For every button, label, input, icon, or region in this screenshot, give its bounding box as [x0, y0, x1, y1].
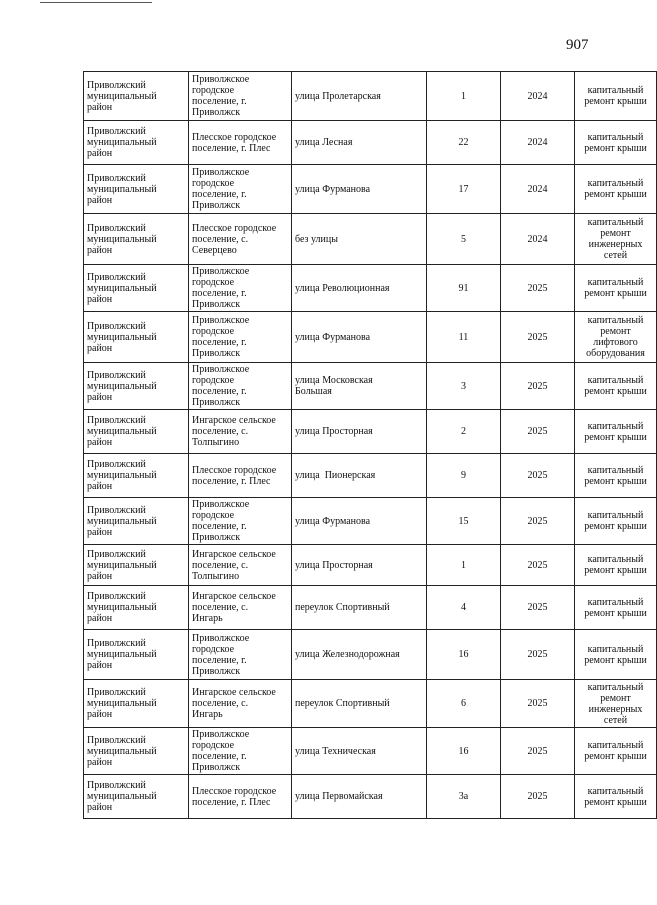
cell-street [292, 265, 427, 312]
cell-work-type-text: капитальный ремонт крыши [584, 510, 647, 532]
cell-year [501, 165, 575, 214]
cell-house-number-text: 5 [461, 233, 466, 245]
cell-district [84, 586, 189, 630]
table-row [84, 121, 657, 165]
cell-district-text: Приволжский муниципальный район [87, 79, 157, 113]
cell-house-number-text: 16 [458, 745, 469, 757]
cell-settlement-text: Приволжское городское поселение, г. Приволжск [192, 167, 250, 211]
cell-district-text: Приволжский муниципальный район [87, 504, 157, 538]
cell-district [84, 121, 189, 165]
cell-street [292, 312, 427, 363]
cell-year-text: 2025 [527, 745, 548, 757]
cell-settlement [189, 265, 292, 312]
cell-district [84, 410, 189, 454]
cell-house-number-text: 4 [461, 602, 466, 613]
cell-year [501, 312, 575, 363]
cell-street-text: переулок Спортивный [295, 602, 390, 613]
cell-settlement-text: Плесское городское поселение, г. Плес [192, 785, 277, 808]
cell-year-text: 2025 [527, 559, 548, 571]
cell-settlement-text: Ингарское сельское поселение, с. Толпыгино [192, 548, 276, 582]
cell-house-number [427, 410, 501, 454]
cell-work-type-text: капитальный ремонт крыши [584, 596, 647, 619]
cell-settlement [189, 72, 292, 121]
cell-settlement [189, 728, 292, 775]
cell-house-number [427, 363, 501, 410]
cell-work-type-text: капитальный ремонт крыши [584, 464, 647, 487]
table-row [84, 545, 657, 586]
cell-street [292, 214, 427, 265]
cell-house-number [427, 545, 501, 586]
cell-street [292, 165, 427, 214]
cell-work-type-text: капитальный ремонт крыши [584, 420, 647, 443]
cell-work-type-text: капитальный ремонт крыши [584, 643, 647, 666]
cell-street-text: улица Революционная [295, 282, 390, 294]
cell-settlement [189, 454, 292, 498]
cell-year-text: 2024 [527, 183, 548, 195]
cell-street-text: улица Пролетарская [295, 90, 381, 102]
cell-house-number [427, 680, 501, 728]
cell-year [501, 728, 575, 775]
cell-settlement-text: Ингарское сельское поселение, с. Ингарь [192, 591, 276, 624]
cell-district-text: Приволжский муниципальный район [87, 126, 157, 159]
cell-street-text: улица Железнодорожная [295, 649, 400, 660]
cell-settlement [189, 545, 292, 586]
cell-work-type [575, 72, 657, 121]
cell-house-number [427, 265, 501, 312]
cell-year-text: 2025 [527, 470, 548, 481]
cell-work-type-text: капитальный ремонт крыши [584, 277, 647, 299]
cell-district [84, 680, 189, 728]
cell-house-number [427, 728, 501, 775]
cell-house-number-text: 17 [458, 183, 469, 195]
cell-work-type-text: капитальный ремонт лифтового оборудования [586, 315, 645, 359]
cell-house-number-text: 1 [461, 559, 466, 571]
cell-district [84, 72, 189, 121]
cell-settlement [189, 586, 292, 630]
cell-house-number [427, 312, 501, 363]
cell-settlement [189, 630, 292, 680]
cell-street-text: переулок Спортивный [295, 698, 390, 709]
cell-year [501, 586, 575, 630]
cell-work-type [575, 121, 657, 165]
table-row [84, 214, 657, 265]
cell-year-text: 2024 [527, 233, 548, 245]
cell-settlement-text: Приволжское городское поселение, г. Приволжск [192, 266, 250, 310]
cell-work-type [575, 680, 657, 728]
cell-house-number-text: 9 [461, 470, 466, 481]
cell-street-text: улица Лесная [295, 137, 353, 148]
cell-year-text: 2025 [527, 698, 548, 709]
cell-district [84, 775, 189, 819]
cell-district-text: Приволжский муниципальный район [87, 320, 157, 354]
cell-street [292, 680, 427, 728]
cell-settlement [189, 498, 292, 545]
table-row [84, 165, 657, 214]
cell-street-text: без улицы [295, 233, 338, 245]
cell-street-text: улица Первомайская [295, 791, 383, 802]
cell-district-text: Приволжский муниципальный район [87, 369, 157, 403]
cell-work-type [575, 214, 657, 265]
cell-house-number [427, 775, 501, 819]
cell-year [501, 121, 575, 165]
table-row [84, 586, 657, 630]
cell-work-type [575, 545, 657, 586]
cell-street [292, 498, 427, 545]
table-row [84, 312, 657, 363]
cell-house-number-text: 1 [461, 90, 466, 102]
cell-street-text: улица Фурманова [295, 515, 371, 527]
table-row [84, 630, 657, 680]
cell-house-number-text: 22 [458, 137, 469, 148]
cell-house-number [427, 498, 501, 545]
cell-district-text: Приволжский муниципальный район [87, 591, 157, 624]
cell-work-type-text: капитальный ремонт крыши [584, 85, 647, 107]
cell-work-type [575, 410, 657, 454]
page-number: 907 [566, 37, 589, 53]
cell-year-text: 2024 [527, 90, 548, 102]
cell-street [292, 454, 427, 498]
cell-street-text: улица Пионерская [295, 470, 376, 481]
cell-year-text: 2025 [527, 649, 548, 660]
cell-street [292, 121, 427, 165]
cell-work-type-text: капитальный ремонт крыши [584, 131, 647, 154]
cell-year [501, 545, 575, 586]
cell-work-type-text: капитальный ремонт инженерных сетей [587, 217, 644, 261]
cell-year-text: 2024 [527, 137, 548, 148]
cell-settlement-text: Приволжское городское поселение, г. Приволжск [192, 74, 250, 118]
cell-house-number [427, 454, 501, 498]
table-row [84, 728, 657, 775]
cell-street-text: улица Московская Большая [295, 375, 373, 397]
cell-street-text: улица Просторная [295, 426, 373, 437]
cell-settlement [189, 410, 292, 454]
cell-year [501, 454, 575, 498]
table-row [84, 72, 657, 121]
cell-year [501, 680, 575, 728]
cell-settlement-text: Приволжское городское поселение, г. Приволжск [192, 315, 250, 359]
cell-year [501, 498, 575, 545]
cell-district-text: Приволжский муниципальный район [87, 415, 157, 448]
cell-district [84, 630, 189, 680]
cell-year [501, 72, 575, 121]
cell-house-number [427, 214, 501, 265]
cell-house-number-text: 6 [461, 698, 466, 709]
top-rule [40, 2, 152, 3]
cell-house-number-text: 16 [458, 649, 469, 660]
cell-street-text: улица Техническая [295, 745, 376, 757]
cell-street-text: улица Просторная [295, 559, 373, 571]
cell-district [84, 363, 189, 410]
cell-work-type [575, 586, 657, 630]
cell-street [292, 728, 427, 775]
cell-house-number [427, 586, 501, 630]
cell-year [501, 214, 575, 265]
cell-work-type [575, 265, 657, 312]
cell-street [292, 363, 427, 410]
cell-house-number [427, 72, 501, 121]
cell-settlement-text: Ингарское сельское поселение, с. Ингарь [192, 687, 276, 720]
cell-work-type [575, 728, 657, 775]
cell-house-number-text: 2 [461, 426, 466, 437]
cell-work-type-text: капитальный ремонт крыши [584, 375, 647, 397]
cell-house-number [427, 121, 501, 165]
cell-district [84, 214, 189, 265]
cell-year-text: 2025 [527, 426, 548, 437]
cell-work-type-text: капитальный ремонт крыши [584, 740, 647, 762]
cell-work-type-text: капитальный ремонт инженерных сетей [587, 681, 644, 726]
cell-district [84, 265, 189, 312]
cell-house-number [427, 165, 501, 214]
cell-settlement-text: Приволжское городское поселение, г. Приволжск [192, 729, 250, 773]
cell-settlement [189, 363, 292, 410]
cell-district-text: Приволжский муниципальный район [87, 734, 157, 768]
cell-street [292, 410, 427, 454]
cell-year-text: 2025 [527, 282, 548, 294]
cell-street [292, 586, 427, 630]
cell-district-text: Приволжский муниципальный район [87, 638, 157, 671]
cell-settlement-text: Ингарское сельское поселение, с. Толпыгино [192, 415, 276, 448]
table-row [84, 498, 657, 545]
repair-schedule-table [83, 71, 657, 819]
cell-district [84, 728, 189, 775]
table-row [84, 265, 657, 312]
cell-settlement-text: Плесское городское поселение, с. Северцево [192, 222, 277, 256]
cell-work-type [575, 498, 657, 545]
cell-year [501, 410, 575, 454]
cell-district [84, 498, 189, 545]
cell-year [501, 265, 575, 312]
cell-year-text: 2025 [527, 602, 548, 613]
table-row [84, 775, 657, 819]
cell-work-type [575, 454, 657, 498]
cell-house-number-text: 91 [458, 282, 469, 294]
cell-district-text: Приволжский муниципальный район [87, 548, 157, 582]
cell-district [84, 312, 189, 363]
cell-house-number [427, 630, 501, 680]
cell-settlement-text: Плесское городское поселение, г. Плес [192, 464, 277, 487]
cell-settlement-text: Приволжское городское поселение, г. Приволжск [192, 499, 250, 543]
cell-work-type [575, 312, 657, 363]
cell-settlement [189, 312, 292, 363]
cell-house-number-text: 3а [458, 791, 469, 802]
cell-settlement [189, 680, 292, 728]
cell-settlement [189, 121, 292, 165]
cell-street [292, 545, 427, 586]
cell-work-type [575, 363, 657, 410]
cell-street [292, 775, 427, 819]
cell-year-text: 2025 [527, 515, 548, 527]
cell-house-number-text: 15 [458, 515, 469, 527]
cell-street [292, 630, 427, 680]
cell-year-text: 2025 [527, 791, 548, 802]
cell-work-type-text: капитальный ремонт крыши [584, 554, 647, 576]
cell-work-type [575, 775, 657, 819]
cell-district-text: Приволжский муниципальный район [87, 687, 157, 720]
cell-house-number-text: 11 [458, 331, 469, 343]
cell-work-type [575, 630, 657, 680]
cell-work-type [575, 165, 657, 214]
cell-work-type-text: капитальный ремонт крыши [584, 785, 647, 808]
cell-year-text: 2025 [527, 380, 548, 392]
cell-district-text: Приволжский муниципальный район [87, 222, 157, 256]
cell-house-number-text: 3 [461, 380, 466, 392]
cell-district-text: Приволжский муниципальный район [87, 271, 157, 305]
cell-settlement-text: Приволжское городское поселение, г. Приволжск [192, 632, 250, 677]
table-row [84, 410, 657, 454]
table-row [84, 680, 657, 728]
cell-district-text: Приволжский муниципальный район [87, 459, 157, 492]
cell-district-text: Приволжский муниципальный район [87, 172, 157, 206]
cell-year [501, 363, 575, 410]
cell-settlement-text: Приволжское городское поселение, г. Приволжск [192, 364, 250, 408]
table-row [84, 363, 657, 410]
cell-settlement [189, 165, 292, 214]
cell-street [292, 72, 427, 121]
cell-work-type-text: капитальный ремонт крыши [584, 178, 647, 200]
cell-year-text: 2025 [527, 331, 548, 343]
cell-settlement-text: Плесское городское поселение, г. Плес [192, 131, 277, 154]
cell-year [501, 630, 575, 680]
cell-settlement [189, 214, 292, 265]
cell-district-text: Приволжский муниципальный район [87, 780, 157, 813]
cell-district [84, 454, 189, 498]
cell-street-text: улица Фурманова [295, 183, 371, 195]
cell-district [84, 165, 189, 214]
cell-district [84, 545, 189, 586]
cell-street-text: улица Фурманова [295, 331, 371, 343]
table-row [84, 454, 657, 498]
cell-year [501, 775, 575, 819]
cell-settlement [189, 775, 292, 819]
